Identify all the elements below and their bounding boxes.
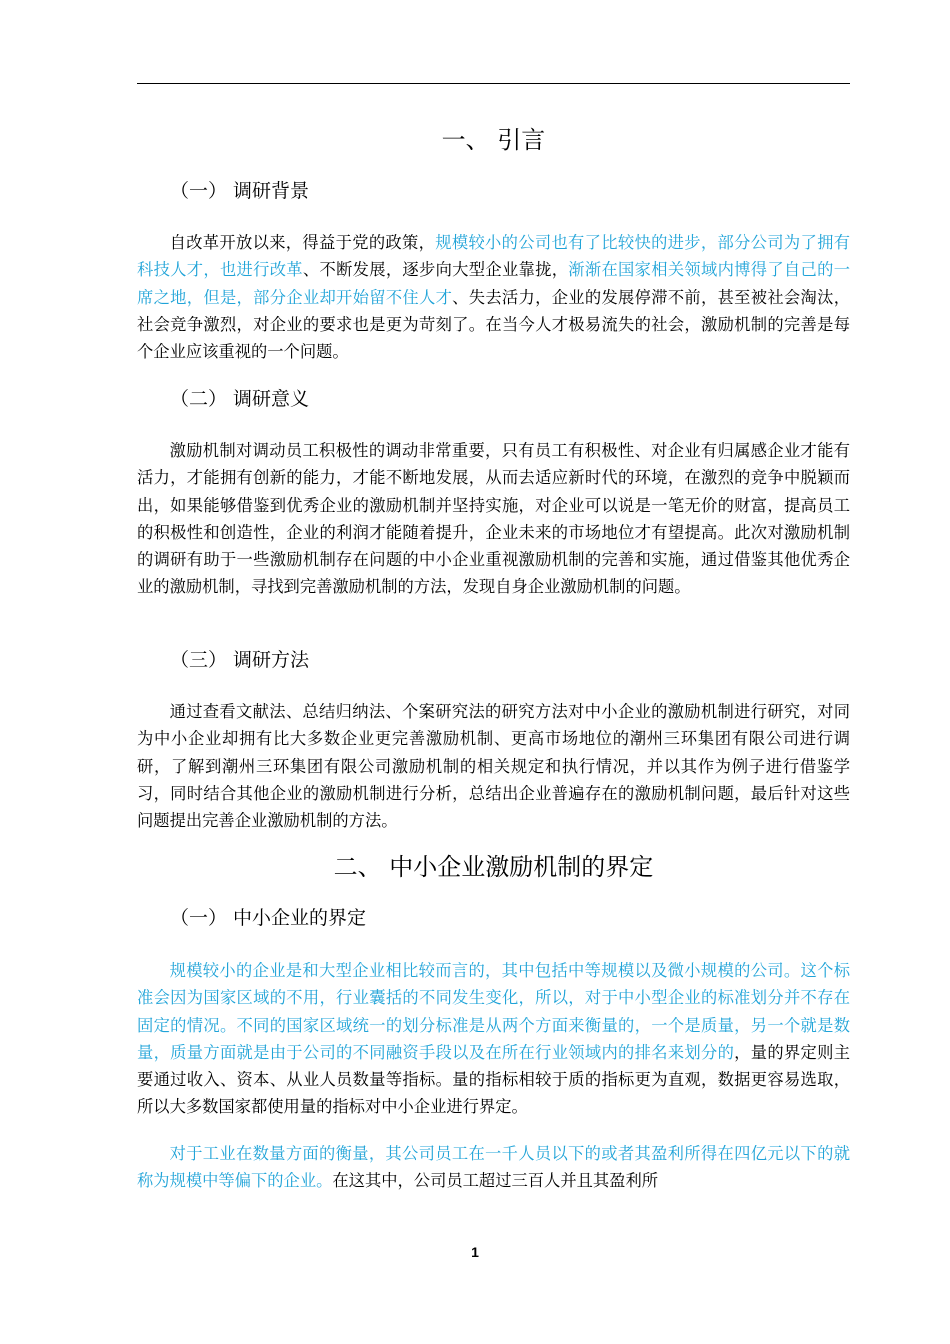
section-1-2-heading: （二） 调研意义 [170, 388, 310, 410]
highlight-run: 渐渐在国家相关领域内博得了自己的一席之地，但是，部分企业却开始留不住人才 [137, 260, 850, 307]
text-run: ，量的界定则主要通过收入、资本、从业人员数量等指标。量的指标相较于质的指标更为直观，数据更容易选取，所以大多数国家都使用量的指标对中小企业进行界定。 [137, 1042, 850, 1117]
highlight-run: 对于工业在数量方面的衡量，其公司员工在一千人员以下的或者其盈利所得在四亿元以下的就称为规模中等偏下的企业。 [137, 1144, 850, 1191]
section-2-title: 二、 中小企业激励机制的界定 [333, 853, 654, 881]
section-2-1-paragraph-2 [137, 1140, 850, 1195]
section-2-1-paragraph-1 [137, 957, 850, 1121]
text-run: 自改革开放以来，得益于党的政策， [169, 233, 436, 252]
section-1-1-heading: （一） 调研背景 [170, 180, 310, 202]
section-1-1-paragraph [137, 229, 850, 365]
section-1-title: 一、 引言 [441, 126, 546, 154]
section-1-2-paragraph: 激励机制对调动员工积极性的调动非常重要，只有员工有积极性、对企业有归属感企业才能有活力，才能拥有创新的能力，才能不断地发展，从而去适应新时代的环境，在激烈的竞争中脱颖而出，如果能够借鉴到优秀企业的激励机制并坚持实施，对企业可以说是一笔无价的财富，提高员工的积极性和创造性，企业的利润才能随着提升，企业未来的市场地位才有望提高。此次对激励机制的调研有助于一些激励机制存在问题的中小企业重视激励机制的完善和实施，通过借鉴其他优秀企业的激励机制，寻找到完善激励机制的方法，发现自身企业激励机制的问题。 [137, 441, 850, 597]
section-1-3-heading: （三） 调研方法 [170, 649, 310, 671]
section-2-1-heading: （一） 中小企业的界定 [170, 907, 367, 929]
highlight-run: 规模较小的企业是和大型企业相比较而言的，其中包括中等规模以及微小规模的公司。这个标准会因为国家区域的不用，行业囊括的不同发生变化，所以，对于中小型企业的标准划分并不存在固定的情况。不同的国家区域统一的划分标准是从两个方面来衡量的，一个是质量，另一个就是数量，质量方面就是由于公司的不同融资手段以及在所在行业领域内的排名来划分的 [137, 961, 850, 1062]
page-number: 1 [471, 1244, 479, 1260]
text-run: 、不断发展，逐步向大型企业靠拢， [302, 260, 569, 280]
highlight-run: 规模较小的公司也有了比较快的进步，部分公司为了拥有科技人才，也进行改革 [137, 233, 850, 280]
text-run: 在这其中，公司员工超过三百人并且其盈利所 [332, 1171, 659, 1191]
section-1-3-paragraph: 通过查看文献法、总结归纳法、个案研究法的研究方法对中小企业的激励机制进行研究，对同为中小企业却拥有比大多数企业更完善激励机制、更高市场地位的潮州三环集团有限公司进行调研，了解到潮州三环集团有限公司激励机制的相关规定和执行情况，并以其作为例子进行借鉴学习，同时结合其他企业的激励机制进行分析，总结出企业普遍存在的激励机制问题，最后针对这些问题提出完善企业激励机制的方法。 [137, 702, 850, 831]
header-rule [137, 83, 850, 84]
text-run: 、失去活力，企业的发展停滞不前，甚至被社会淘汰，社会竞争激烈，对企业的要求也是更为苛刻了。在当今人才极易流失的社会，激励机制的完善是每个企业应该重视的一个问题。 [137, 287, 850, 362]
